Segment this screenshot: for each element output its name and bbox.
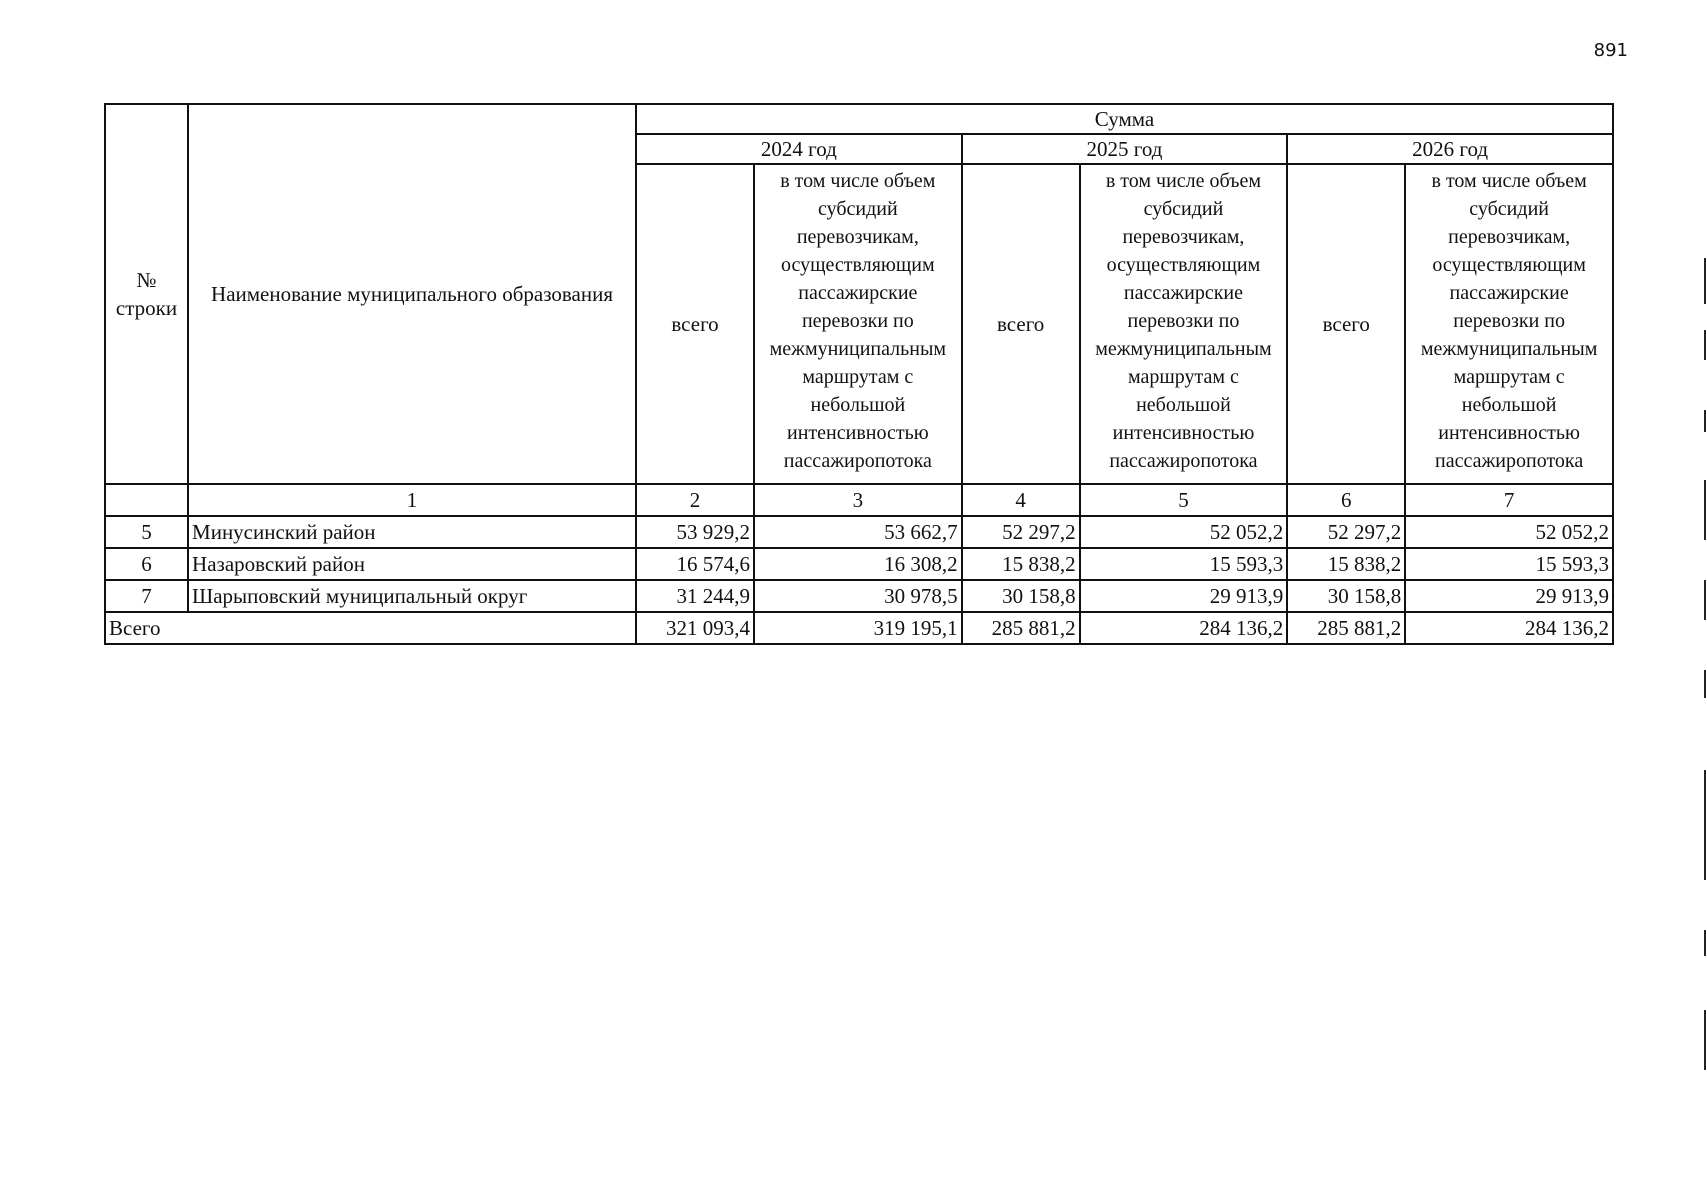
header-sum: Сумма <box>636 104 1613 134</box>
column-number-cell: 7 <box>1405 484 1613 516</box>
total-value-cell: 285 881,2 <box>1287 612 1405 644</box>
column-number-cell: 1 <box>188 484 636 516</box>
header-subsidy-2024: в том числе объем субсидий перевозчикам, осуществляющим пассажирские перевозки по межмуниципальным маршрутам с небольшой интенсивностью пассажиропотока <box>754 164 962 484</box>
subsidy-table <box>104 103 1614 645</box>
header-row-sum <box>105 104 1613 134</box>
header-row-number: № строки <box>105 104 188 484</box>
value-cell: 15 593,3 <box>1405 548 1613 580</box>
value-cell: 16 574,6 <box>636 548 754 580</box>
row-number-cell: 5 <box>105 516 188 548</box>
value-cell: 15 593,3 <box>1080 548 1288 580</box>
row-number-cell: 6 <box>105 548 188 580</box>
header-subsidy-2026: в том числе объем субсидий перевозчикам, осуществляющим пассажирские перевозки по межмуниципальным маршрутам с небольшой интенсивностью пассажиропотока <box>1405 164 1613 484</box>
value-cell: 52 052,2 <box>1080 516 1288 548</box>
total-value-cell: 319 195,1 <box>754 612 962 644</box>
column-number-row <box>105 484 1613 516</box>
page-number: 891 <box>1593 40 1628 61</box>
municipality-name-cell: Шарыповский муниципальный округ <box>188 580 636 612</box>
header-total-2026: всего <box>1287 164 1405 484</box>
table-row <box>105 580 1613 612</box>
column-number-cell: 5 <box>1080 484 1288 516</box>
total-value-cell: 321 093,4 <box>636 612 754 644</box>
value-cell: 52 297,2 <box>962 516 1080 548</box>
table-row <box>105 548 1613 580</box>
total-row <box>105 612 1613 644</box>
value-cell: 15 838,2 <box>1287 548 1405 580</box>
subsidy-table-wrapper <box>104 103 1614 645</box>
municipality-name-cell: Назаровский район <box>188 548 636 580</box>
total-value-cell: 285 881,2 <box>962 612 1080 644</box>
row-number-cell: 7 <box>105 580 188 612</box>
header-total-2024: всего <box>636 164 754 484</box>
header-year-2024: 2024 год <box>636 134 962 164</box>
municipality-name-cell: Минусинский район <box>188 516 636 548</box>
column-number-cell: 6 <box>1287 484 1405 516</box>
total-value-cell: 284 136,2 <box>1080 612 1288 644</box>
value-cell: 16 308,2 <box>754 548 962 580</box>
value-cell: 30 158,8 <box>962 580 1080 612</box>
table-row <box>105 516 1613 548</box>
header-subsidy-2025: в том числе объем субсидий перевозчикам, осуществляющим пассажирские перевозки по межмуниципальным маршрутам с небольшой интенсивностью пассажиропотока <box>1080 164 1288 484</box>
header-year-2025: 2025 год <box>962 134 1288 164</box>
total-value-cell: 284 136,2 <box>1405 612 1613 644</box>
value-cell: 29 913,9 <box>1080 580 1288 612</box>
header-total-2025: всего <box>962 164 1080 484</box>
value-cell: 15 838,2 <box>962 548 1080 580</box>
value-cell: 52 052,2 <box>1405 516 1613 548</box>
value-cell: 30 978,5 <box>754 580 962 612</box>
column-number-cell: 2 <box>636 484 754 516</box>
header-municipality: Наименование муниципального образования <box>188 104 636 484</box>
total-label-cell: Всего <box>105 612 636 644</box>
value-cell: 31 244,9 <box>636 580 754 612</box>
header-year-2026: 2026 год <box>1287 134 1613 164</box>
value-cell: 53 662,7 <box>754 516 962 548</box>
column-number-cell: 4 <box>962 484 1080 516</box>
column-number-cell: 3 <box>754 484 962 516</box>
value-cell: 52 297,2 <box>1287 516 1405 548</box>
value-cell: 30 158,8 <box>1287 580 1405 612</box>
value-cell: 53 929,2 <box>636 516 754 548</box>
value-cell: 29 913,9 <box>1405 580 1613 612</box>
column-number-cell <box>105 484 188 516</box>
